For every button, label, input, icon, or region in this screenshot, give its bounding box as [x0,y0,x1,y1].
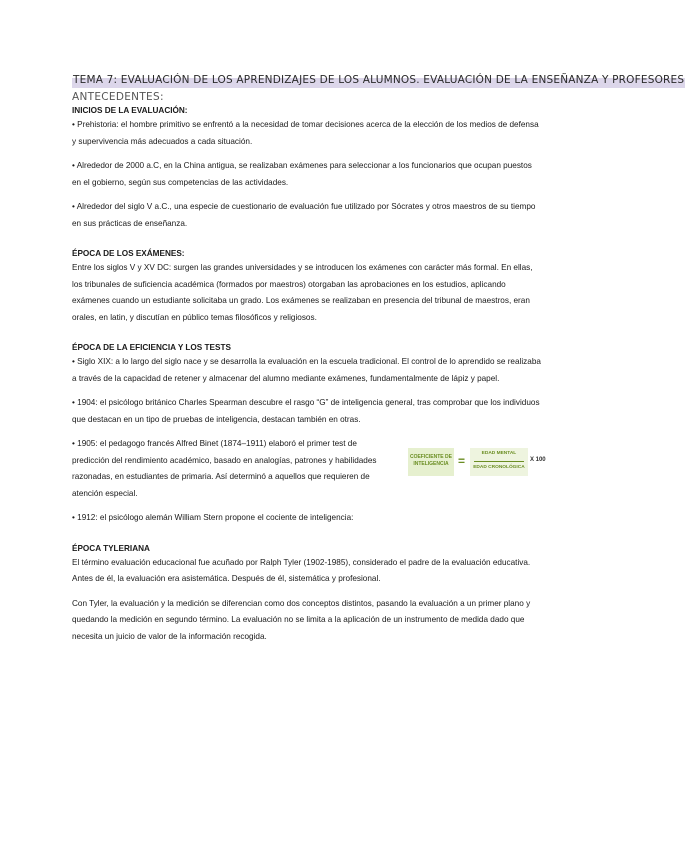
binet-block [72,436,546,502]
formula-equals: = [457,454,465,468]
formula-denominator: EDAD CRONOLÓGICA [473,465,525,470]
section-subtitle: ANTECEDENTES: [72,91,164,103]
heading-tyleriana: ÉPOCA TYLERIANA [72,543,150,553]
fraction-line [474,461,524,462]
paragraph-stern: • 1912: el psicólogo alemán William Stern propone el cociente de inteligencia: [72,513,354,522]
paragraph-examenes: Entre los siglos V y XV DC: surgen las grandes universidades y se introducen los exámenes con carácter más formal. En ellas, los tribunales de suficiencia académica (formados por maestros) otorgaban las aprobaciones en los estudios, aplicando exámenes cuando un estudiante solicitaba un grado. Los exámenes se realizaban en presencia del tribunal de maestros, eran orales, en latin, y discutían en público temas filosóficos y religiosos. [72,263,533,322]
paragraph-tyler-medicion: Con Tyler, la evaluación y la medición se diferencian como dos conceptos distintos, pasando la evaluación a un primer plano y quedando la medición en segundo término. La evaluación no se limita a la aplicación de un instrumento de medida dado que necesita un juicio de valor de la información recogida. [72,598,531,641]
paragraph-tyler: El término evaluación educacional fue acuñado por Ralph Tyler (1902-1985), considerado el padre de la evaluación educativa. Antes de él, la evaluación era asistemática. Después de él, sistemática y profesional. [72,557,531,583]
formula-numerator: EDAD MENTAL [481,451,517,456]
formula-times: X 100 [529,457,546,463]
iq-formula [408,448,546,476]
formula-fraction [470,448,528,476]
paragraph-socrates: • Alrededor del siglo V a.C., una especie de cuestionario de evaluación fue utilizado por Sócrates y otros maestros de su tiempo en sus prácticas de enseñanza. [72,202,536,228]
document-page [72,70,685,645]
heading-eficiencia: ÉPOCA DE LA EFICIENCIA Y LOS TESTS [72,343,231,352]
topic-title: TEMA 7: EVALUACIÓN DE LOS APRENDIZAJES DE LOS ALUMNOS. EVALUACIÓN DE LA ENSEÑANZA Y PROFESORES [73,74,685,86]
paragraph-binet: • 1905: el pedagogo francés Alfred Binet (1874–1911) elaboró el primer test de predicción del rendimiento académico, basado en analogías, patrones y habilidades razonadas, en estudiantes de primaria. Así determinó a aquellos que requieren de atención especial. [72,439,377,498]
formula-left: COEFICIENTE DE INTELIGENCIA [408,448,454,476]
heading-inicios: INICIOS DE LA EVALUACIÓN: [72,106,188,115]
paragraph-china: • Alrededor de 2000 a.C, en la China antigua, se realizaban exámenes para seleccionar a los funcionarios que ocupan puestos en el gobierno, según sus competencias de las actividades. [72,161,532,187]
paragraph-spearman: • 1904: el psicólogo británico Charles Spearman descubre el rasgo “G” de inteligencia general, tras comprobar que los individuos que destacan en un tipo de pruebas de inteligencia, destacan también en otras. [72,398,540,424]
heading-examenes: ÉPOCA DE LOS EXÁMENES: [72,249,185,258]
paragraph-prehistoria: • Prehistoria: el hombre primitivo se enfrentó a la necesidad de tomar decisiones acerca de la elección de los medios de defensa y supervivencia más adecuados a cada situación. [72,120,539,146]
paragraph-siglo-xix: • Siglo XIX: a lo largo del siglo nace y se desarrolla la evaluación en la escuela tradicional. El control de lo aprendido se realizaba a través de la capacidad de retener y almacenar del alumno mediante exámenes, fundamentalmente de lápiz y papel. [72,357,541,383]
